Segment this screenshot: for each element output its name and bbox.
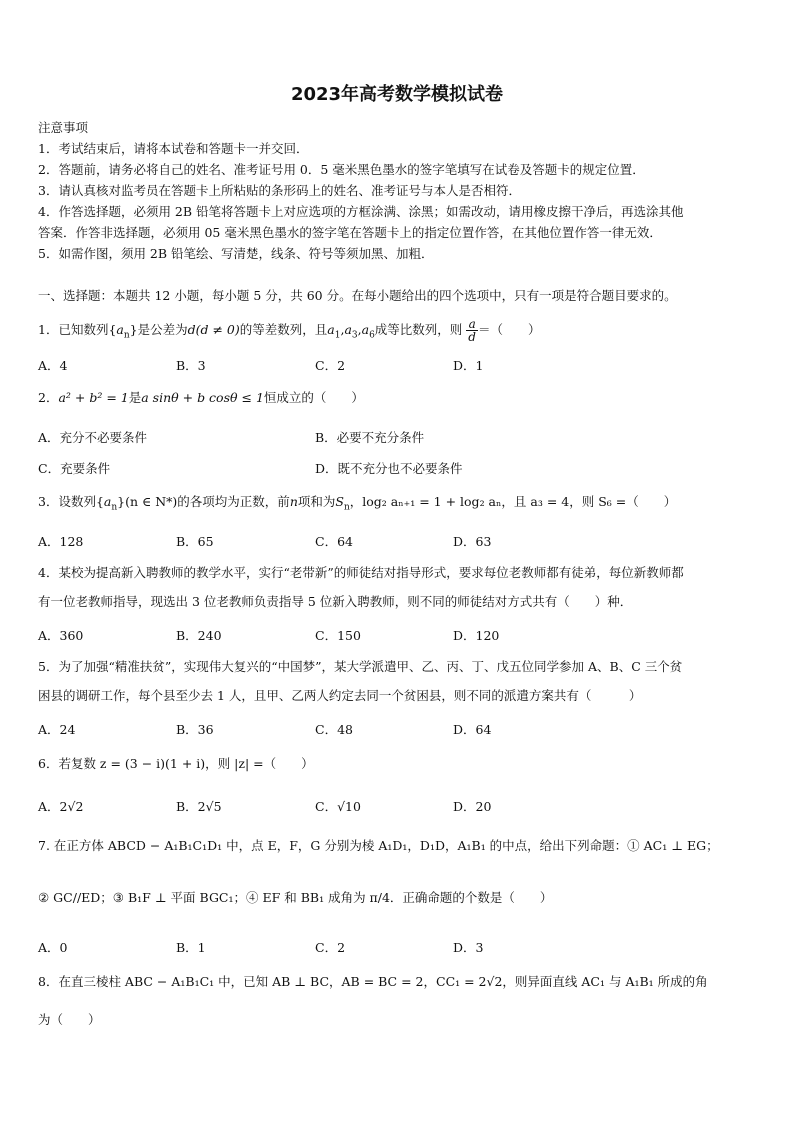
q2-option-d: D．既不充分也不必要条件 (315, 461, 463, 476)
notice-item-2: 2．答题前，请务必将自己的姓名、准考证号用 0．5 毫米黑色墨水的签字笔填写在试卷及答题卡的规定位置． (38, 162, 645, 177)
q5-option-d: D．64 (453, 722, 492, 737)
q1-math-a: a (327, 322, 335, 337)
q1-math-d: d(d ≠ 0) (187, 322, 240, 337)
q4-option-b: B．240 (176, 628, 222, 643)
notice-item-4-cont: 答案．作答非选择题，必须用 05 毫米黑色墨水的签字笔在答题卡上的指定位置作答，在其他位置作答一律无效． (38, 225, 662, 240)
question-5-line-1: 5．为了加强“精准扶贫”，实现伟大复兴的“中国梦”，某大学派遣甲、乙、丙、丁、戊五位同学参加 A、B、C 三个贫 (38, 659, 683, 674)
q1-fraction: $\frac{a}{d}$ (468, 317, 476, 344)
question-7-line-1: 7. 在正方体 ABCD − A₁B₁C₁D₁ 中，点 E，F，G 分别为棱 A₁D₁，D₁D，A₁B₁ 的中点，给出下列命题：① AC₁ ⊥ EG； (38, 838, 719, 853)
question-1: 1．已知数列$\{a_n\}$是公差为d(d ≠ 0)的等差数列，且$a_1,a_3,a_6$成等比数列，则 $\frac{a}{d}$ ＝（ ） (38, 317, 541, 344)
q7-option-b: B．1 (176, 940, 206, 955)
q1-sub-n: n (123, 330, 130, 341)
question-8-line-1: 8．在直三棱柱 ABC − A₁B₁C₁ 中，已知 AB ⊥ BC，AB = BC = 2，CC₁ = 2√2，则异面直线 AC₁ 与 A₁B₁ 所成的角 (38, 974, 708, 989)
question-7-line-2: ② GC//ED；③ B₁F ⊥ 平面 BGC₁；④ EF 和 BB₁ 成角为 π/4．正确命题的个数是（ ） (38, 890, 553, 905)
q1-part-4: 成等比数列，则 (374, 322, 463, 337)
q2-option-a: A．充分不必要条件 (38, 430, 148, 445)
q7-option-a: A．0 (38, 940, 68, 955)
q1-var-a: a (116, 322, 124, 337)
q3-var-s: S (335, 494, 344, 509)
q1-options (38, 356, 758, 372)
q2-math-2: a sinθ + b cosθ ≤ 1 (141, 390, 264, 405)
q6-option-b: B．2√5 (176, 799, 222, 814)
q2-option-b: B．必要不充分条件 (315, 430, 425, 445)
q1-part-2: }是公差为 (129, 322, 188, 337)
q6-options (38, 797, 758, 813)
q1-option-a: A．4 (38, 358, 68, 373)
q4-option-d: D．120 (453, 628, 500, 643)
question-4-line-1: 4．某校为提高新入聘教师的教学水平，实行“老带新”的师徒结对指导形式，要求每位老教师都有徒弟，每位新教师都 (38, 565, 684, 580)
question-8-line-2: 为（ ） (38, 1012, 101, 1027)
section-heading: 一、选择题：本题共 12 小题，每小题 5 分，共 60 分。在每小题给出的四个选项中，只有一项是符合题目要求的。 (38, 288, 677, 303)
q3-option-b: B．65 (176, 534, 214, 549)
q3-var-n: n (289, 494, 298, 509)
q2-part-2: 是 (128, 390, 142, 405)
notice-item-1: 1．考试结束后，请将本试卷和答题卡一并交回． (38, 141, 309, 156)
q1-option-c: C．2 (315, 358, 346, 373)
question-5-line-2: 困县的调研工作，每个县至少去 1 人，且甲、乙两人约定去同一个贫困县，则不同的派遣方案共有（ ） (38, 688, 642, 703)
q2-options-row-2 (38, 459, 758, 475)
q2-number: 2． (38, 390, 59, 405)
q6-option-d: D．20 (453, 799, 492, 814)
q5-option-b: B．36 (176, 722, 214, 737)
q2-part-3: 恒成立的（ ） (263, 390, 364, 405)
q1-option-b: B．3 (176, 358, 206, 373)
q7-option-c: C．2 (315, 940, 346, 955)
notice-heading: 注意事项 (38, 120, 89, 135)
question-4-line-2: 有一位老教师指导，现选出 3 位老教师负责指导 5 位新入聘教师，则不同的师徒结对方式共有（ ）种． (38, 594, 633, 609)
q5-option-a: A．24 (38, 722, 76, 737)
q2-math-1: a² + b² = 1 (58, 390, 129, 405)
q2-option-c: C．充要条件 (38, 461, 111, 476)
q7-options (38, 938, 758, 954)
q1-part-5: ＝（ ） (477, 322, 541, 337)
notice-item-5: 5．如需作图，须用 2B 铅笔绘、写清楚，线条、符号等须加黑、加粗． (38, 246, 434, 261)
q4-options (38, 626, 758, 642)
q7-option-d: D．3 (453, 940, 484, 955)
q6-option-a: A．2√2 (38, 799, 84, 814)
question-6: 6．若复数 z = (3 − i)(1 + i)，则 |z| =（ ） (38, 756, 314, 771)
q6-option-c: C．√10 (315, 799, 361, 814)
notice-item-4: 4．作答选择题，必须用 2B 铅笔将答题卡上对应选项的方框涂满、涂黑；如需改动，请用橡皮擦干净后，再选涂其他 (38, 204, 684, 219)
q4-option-c: C．150 (315, 628, 361, 643)
q1-part-3: 的等差数列，且 (239, 322, 328, 337)
q3-part-6: ，log₂ aₙ₊₁ = 1 + log₂ aₙ，且 a₃ = 4，则 S₆ =（ ） (349, 494, 677, 509)
q2-options-row-1 (38, 428, 758, 444)
q3-option-d: D．63 (453, 534, 492, 549)
q3-part-2: }(n ∈ N*)的各项均为正数，前 (117, 494, 290, 509)
q1-option-d: D．1 (453, 358, 484, 373)
q5-options (38, 720, 758, 736)
q3-part-4: 项和为 (297, 494, 336, 509)
q3-option-c: C．64 (315, 534, 353, 549)
q3-options (38, 532, 758, 548)
exam-title: 2023年高考数学模拟试卷 (290, 84, 504, 105)
question-3: 3．设数列$\{a_n\}(n$ ∈ N*)的各项均为正数，前n项和为$S_n$，log₂ aₙ₊₁ = 1 + log₂ aₙ，且 a₃ = 4，则 S₆ =（ ） (38, 494, 677, 513)
q3-option-a: A．128 (38, 534, 84, 549)
notice-item-3: 3．请认真核对监考员在答题卡上所粘贴的条形码上的姓名、准考证号与本人是否相符． (38, 183, 521, 198)
q3-part-1: 3．设数列{ (38, 494, 104, 509)
q1-part-1: 1．已知数列{ (38, 322, 117, 337)
question-2 (38, 390, 758, 406)
q4-option-a: A．360 (38, 628, 84, 643)
q5-option-c: C．48 (315, 722, 353, 737)
